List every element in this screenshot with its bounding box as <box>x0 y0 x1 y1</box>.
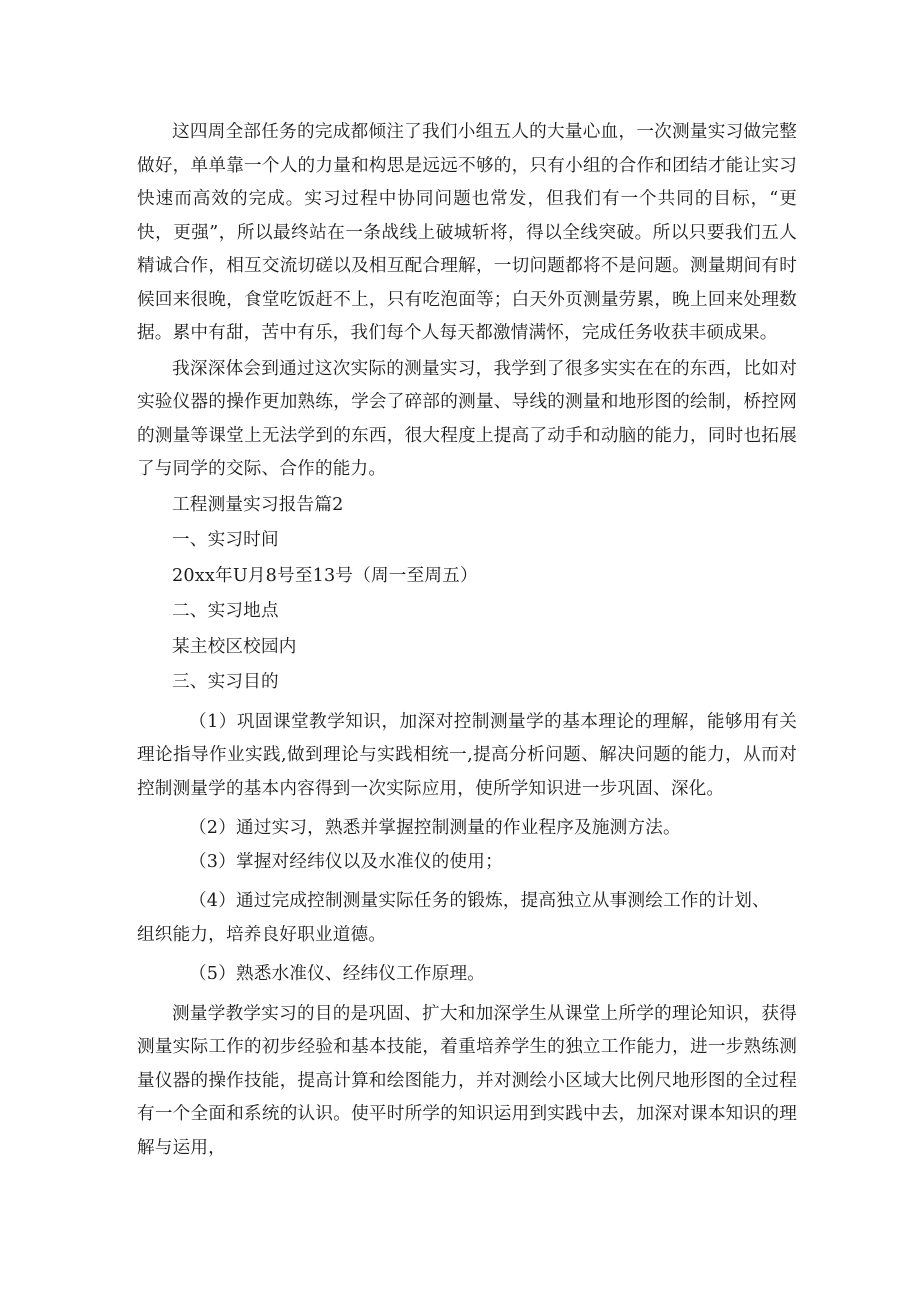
internship-time-value: 20xx年U月8号至13号（周一至周五） <box>172 565 478 586</box>
paragraph-teamwork: 这四周全部任务的完成都倾注了我们小组五人的大量心血，一次测量实习做完整做好，单单靠一个人的力量和构思是远远不够的，只有小组的合作和团结才能让实习快速而高效的完成。实习过程中协同问题也常发，但我们有一个共同的目标，“更快，更强”，所以最终站在一条战线上破城斩将，得以全线突破。所以只要我们五人精诚合作，相互交流切磋以及相互配合理解，一切问题都将不是问题。测量期间有时候回来很晚，食堂吃饭赶不上，只有吃泡面等；白天外页测量劳累，晚上回来处理数据。累中有甜，苦中有乐，我们每个人每天都激情满怀，完成任务收获丰硕成果。 <box>137 122 797 343</box>
paragraph-purpose-summary: 测量学教学实习的目的是巩固、扩大和加深学生从课堂上所学的理论知识，获得测量实际工作的初步经验和基本技能，着重培养学生的独立工作能力，进一步熟练测量仪器的操作技能，提高计算和绘图能力，并对测绘小区域大比例尺地形图的全过程有一个全面和系统的认识。使平时所学的知识运用到实践中去，加深对课本知识的理解与运用， <box>137 1003 797 1158</box>
heading-internship-purpose: 三、实习目的 <box>172 672 279 692</box>
paragraph-experience: 我深深体会到通过这次实际的测量实习，我学到了很多实实在在的东西，比如对实验仪器的操作更加熟练，学会了碎部的测量、导线的测量和地形图的绘制，桥控网的测量等课堂上无法学到的东西，很大程度上提高了动手和动脑的能力，同时也拓展了与同学的交际、合作的能力。 <box>137 358 797 479</box>
document-page <box>137 116 797 1165</box>
purpose-item-2: （2）通过实习，熟悉并掌握控制测量的作业程序及施测方法。 <box>189 818 681 838</box>
heading-internship-time: 一、实习时间 <box>172 530 279 550</box>
purpose-item-1: （1）巩固课堂教学知识，加深对控制测量学的基本理论的理解，能够用有关理论指导作业实践,做到理论与实践相统一,提高分析问题、解决问题的能力，从而对控制测量学的基本内容得到一次实际应用，使所学知识进一步巩固、深化。 <box>137 711 797 799</box>
purpose-item-5: （5）熟悉水准仪、经纬仪工作原理。 <box>189 964 486 984</box>
purpose-item-4-continued: 组织能力，培养良好职业道德。 <box>137 924 387 945</box>
section-title-report-2: 工程测量实习报告篇2 <box>172 494 344 515</box>
internship-place-value: 某主校区校园内 <box>172 636 297 657</box>
heading-internship-place: 二、实习地点 <box>172 601 279 621</box>
purpose-item-4: （4）通过完成控制测量实际任务的锻炼，提高独立从事测绘工作的计划、 <box>189 891 770 911</box>
purpose-item-3: （3）掌握对经纬仪以及水准仪的使用； <box>189 851 503 872</box>
